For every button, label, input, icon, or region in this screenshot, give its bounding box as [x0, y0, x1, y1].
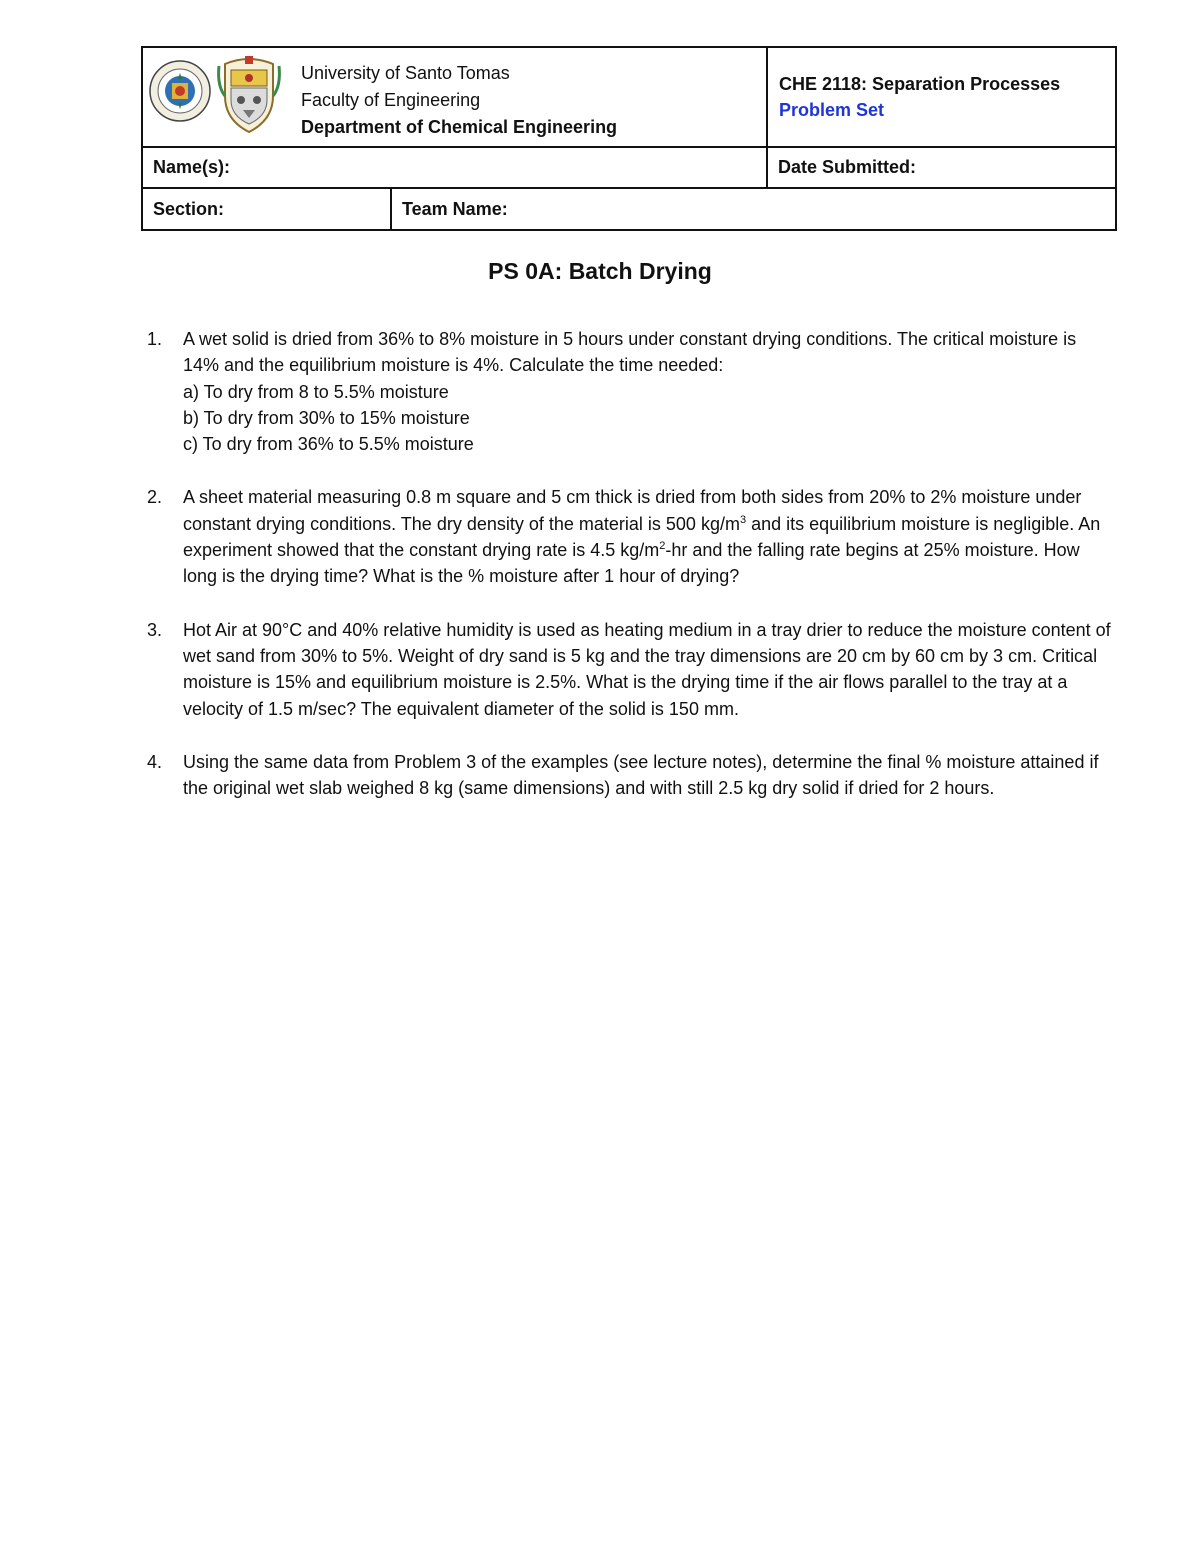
problem-1 [145, 326, 1115, 457]
faculty-name: Faculty of Engineering [301, 90, 481, 110]
problem-text-part: and its equilibrium moisture is negligible. An experiment showed that the constant drying rate is 4.5 kg/m [183, 513, 1101, 561]
section-label: Section: [153, 198, 225, 219]
problem-text: A wet solid is dried from 36% to 8% moisture in 5 hours under constant drying conditions. The critical moisture is 14% and the equilibrium moisture is 4%. Calculate the time needed: [183, 329, 1077, 376]
date-submitted-field[interactable] [767, 147, 1116, 188]
institution-lines [301, 60, 617, 141]
university-name: University of Santo Tomas [301, 63, 510, 83]
names-label: Name(s): [153, 157, 231, 177]
problem-number: 3. [147, 619, 163, 640]
department-name: Department of Chemical Engineering [301, 117, 618, 137]
team-name-label: Team Name: [402, 198, 508, 219]
superscript: 3 [739, 513, 747, 526]
header-table [141, 46, 1117, 231]
problem-4 [145, 749, 1115, 802]
course-title: CHE 2118: Separation Processes [779, 74, 1061, 94]
problem-list [145, 326, 1115, 828]
superscript: 2 [659, 540, 666, 553]
names-field[interactable] [142, 147, 767, 188]
problem-part-b: b) To dry from 30% to 15% moisture [183, 407, 470, 428]
document-type: Problem Set [779, 100, 885, 120]
faculty-crest-icon [217, 56, 281, 134]
problem-text [183, 487, 1100, 586]
problem-text-part: -hr and the falling rate begins at 25% moisture. How long is the drying time? What is the % moisture after 1 hour of drying? [183, 540, 1080, 587]
problem-2 [145, 484, 1115, 589]
problem-number: 1. [147, 329, 163, 349]
problem-text-part: A sheet material measuring 0.8 m square and 5 cm thick is dried from both sides from 20% to 2% moisture under constant drying conditions. The dry density of the material is 500 kg/m [183, 487, 1082, 534]
problem-text: Hot Air at 90°C and 40% relative humidity is used as heating medium in a tray drier to reduce the moisture content of wet sand from 30% to 5%. Weight of dry sand is 5 kg and the tray dimensions are 20 cm by 60 cm by 3 cm. Critical moisture is 15% and equilibrium moisture is 2.5%. What is the drying time if the air flows parallel to the tray at a velocity of 1.5 m/sec? The equivalent diameter of the solid is 150 mm. [183, 619, 1111, 719]
date-submitted-label: Date Submitted: [778, 157, 917, 177]
team-name-field[interactable] [391, 188, 1116, 230]
problem-3 [145, 617, 1115, 722]
page-title: PS 0A: Batch Drying [488, 258, 712, 284]
problem-number: 2. [147, 487, 163, 508]
course-cell [767, 47, 1116, 147]
problem-part-a: a) To dry from 8 to 5.5% moisture [183, 381, 449, 402]
section-field[interactable] [142, 188, 391, 230]
institution-cell [142, 47, 767, 147]
problem-part-c: c) To dry from 36% to 5.5% moisture [183, 434, 474, 455]
university-seal-icon [148, 59, 212, 123]
problem-text: Using the same data from Problem 3 of the examples (see lecture notes), determine the final % moisture attained if the original wet slab weighed 8 kg (same dimensions) and with still 2.5 kg dry solid if dried for 2 hours. [183, 751, 1099, 799]
problem-number: 4. [147, 751, 163, 772]
